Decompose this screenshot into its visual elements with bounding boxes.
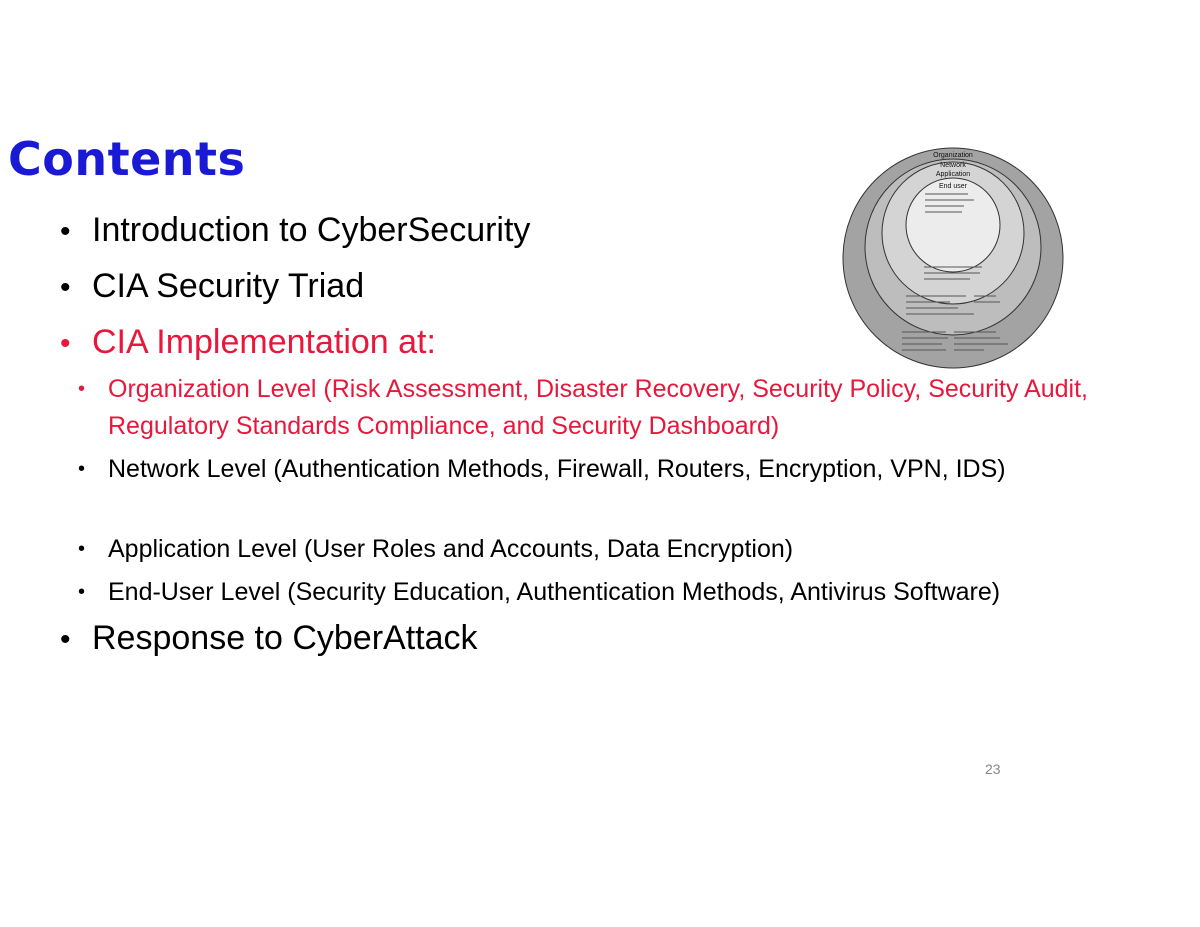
bullet-dot: • — [60, 623, 71, 656]
bullet-dot: • — [60, 327, 71, 360]
bullet-text: Response to CyberAttack — [92, 619, 478, 657]
bullet-dot: • — [78, 581, 86, 603]
bullet-cia-triad — [60, 266, 364, 308]
page-number: 23 — [985, 761, 1001, 777]
sub-bullet-end-user-level — [78, 574, 1178, 611]
bullet-cia-implementation — [60, 322, 436, 364]
sub-bullet-text: Organization Level (Risk Assessment, Disaster Recovery, Security Policy, Security Audit, Regulatory Standards Compliance, and Security Dashboard) — [108, 375, 1088, 440]
bullet-text: CIA Security Triad — [92, 267, 365, 305]
bullet-text: CIA Implementation at: — [92, 323, 436, 361]
sub-bullet-network-level — [78, 451, 1178, 488]
end-user-label: End user — [938, 183, 968, 190]
sub-bullet-text: Network Level (Authentication Methods, Firewall, Routers, Encryption, VPN, IDS) — [108, 455, 1006, 483]
application-label: Application — [935, 171, 971, 178]
bullet-text: Introduction to CyberSecurity — [92, 211, 531, 249]
bullet-dot: • — [60, 215, 71, 248]
sub-bullet-application-level — [78, 531, 1178, 568]
organization-label: Organization — [933, 152, 973, 159]
bullet-response — [60, 618, 478, 660]
network-label: Network — [940, 162, 966, 169]
slide-title: Contents — [8, 132, 246, 186]
end-user-ring — [906, 178, 1000, 272]
bullet-dot: • — [60, 271, 71, 304]
bullet-introduction — [60, 210, 530, 252]
security-layers-diagram — [840, 145, 1066, 371]
sub-bullet-organization-level — [78, 371, 1178, 445]
bullet-dot: • — [78, 458, 86, 480]
bullet-dot: • — [78, 538, 86, 560]
sub-bullet-text: Application Level (User Roles and Accounts, Data Encryption) — [108, 535, 794, 563]
bullet-dot: • — [78, 378, 86, 400]
sub-bullet-text: End-User Level (Security Education, Authentication Methods, Antivirus Software) — [108, 578, 1001, 606]
